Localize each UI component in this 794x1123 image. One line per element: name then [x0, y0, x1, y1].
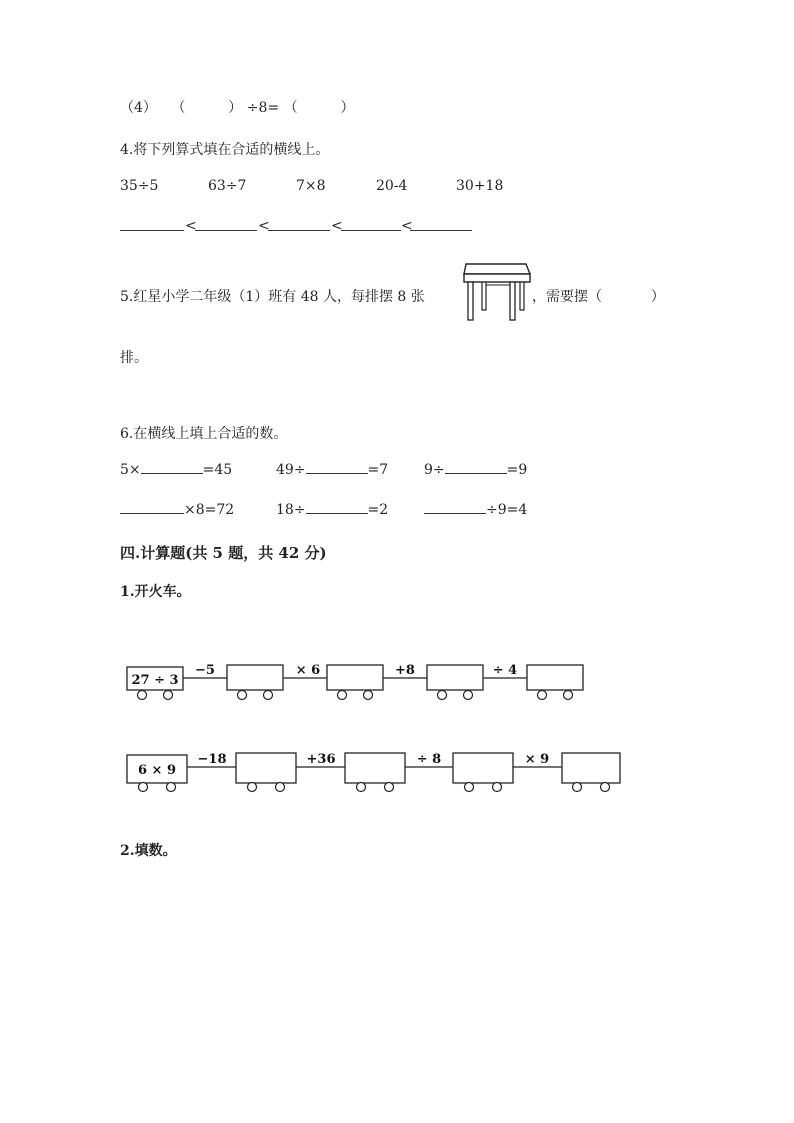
q6-title: 6.在横线上填上合适的数。 [120, 426, 288, 442]
train-op-4: ÷ 4 [492, 663, 518, 678]
answer-blank[interactable] [341, 230, 401, 231]
answer-blank[interactable] [195, 230, 257, 231]
wheel-icon [564, 691, 573, 700]
expr-suffix: =2 [367, 502, 389, 518]
expr-suffix: =7 [367, 462, 389, 478]
less-than-sign: < [258, 218, 270, 234]
wheel-icon [364, 691, 373, 700]
answer-blank[interactable] [268, 230, 330, 231]
train-start-expr: 27 ÷ 3 [131, 673, 179, 688]
train-car-blank[interactable] [527, 665, 583, 690]
q4-expr-4: 20-4 [376, 178, 408, 194]
wheel-icon [573, 783, 582, 792]
wheel-icon [164, 691, 173, 700]
expr-suffix: ÷9=4 [486, 502, 528, 518]
less-than-sign: < [331, 218, 343, 234]
wheel-icon [538, 691, 547, 700]
wheel-icon [438, 691, 447, 700]
paren-close: ） [340, 100, 355, 116]
q4-expr-2: 63÷7 [208, 178, 247, 194]
less-than-sign: < [185, 218, 197, 234]
expr-prefix: 49÷ [276, 462, 306, 478]
q5-line2: 排。 [120, 350, 148, 366]
q6-r1-item3 [424, 462, 527, 478]
answer-blank[interactable] [120, 230, 184, 231]
q6-r1-item2 [276, 462, 388, 478]
train-op-2: × 6 [295, 663, 321, 678]
q6-r2-item3 [424, 502, 527, 518]
q5-need-text: ，需要摆（ [532, 289, 602, 305]
train-car-blank[interactable] [562, 753, 620, 783]
train-car-blank[interactable] [327, 665, 383, 690]
c2-title: 2.填数。 [120, 843, 177, 859]
paren-open: （ [171, 100, 186, 116]
q4-expr-3: 7×8 [296, 178, 326, 194]
expr-prefix: 18÷ [276, 502, 306, 518]
q5-text [120, 286, 425, 306]
train-car-blank[interactable] [345, 753, 405, 783]
c1-title: 1.开火车。 [120, 584, 191, 600]
q5-text-after [532, 286, 665, 306]
train-car-blank[interactable] [236, 753, 296, 783]
wheel-icon [465, 783, 474, 792]
q3-item-4 [120, 97, 354, 117]
train-op-3: ÷ 8 [416, 752, 442, 767]
q6-r1-item1 [120, 462, 232, 478]
wheel-icon [338, 691, 347, 700]
wheel-icon [138, 691, 147, 700]
answer-blank[interactable] [424, 513, 486, 514]
less-than-sign: < [401, 218, 413, 234]
train-1 [120, 655, 590, 705]
train-op-3: +8 [395, 663, 415, 678]
wheel-icon [385, 783, 394, 792]
expr-prefix: 9÷ [424, 462, 445, 478]
answer-blank[interactable] [306, 473, 368, 474]
paren-close: ） [650, 289, 665, 305]
expr-suffix: =45 [202, 462, 233, 478]
item-number: （4） [120, 100, 157, 116]
answer-blank[interactable] [410, 230, 472, 231]
answer-blank[interactable] [141, 473, 203, 474]
q4-title: 4.将下列算式填在合适的横线上。 [120, 142, 330, 158]
expr-prefix: 5× [120, 462, 141, 478]
train-op-1: −5 [195, 663, 215, 678]
wheel-icon [357, 783, 366, 792]
train-car-blank[interactable] [427, 665, 483, 690]
train-car-blank[interactable] [453, 753, 513, 783]
desk-icon [460, 258, 532, 324]
answer-blank[interactable] [120, 513, 184, 514]
q4-expr-1: 35÷5 [120, 178, 159, 194]
wheel-icon [139, 783, 148, 792]
wheel-icon [264, 691, 273, 700]
wheel-icon [493, 783, 502, 792]
answer-blank[interactable] [445, 473, 507, 474]
operator-text: ÷8= [246, 100, 280, 116]
train-op-4: × 9 [524, 752, 550, 767]
train-2 [120, 745, 630, 797]
wheel-icon [238, 691, 247, 700]
q4-order-row [120, 218, 480, 238]
expr-suffix: =9 [506, 462, 528, 478]
q6-r2-item1 [120, 502, 234, 518]
wheel-icon [464, 691, 473, 700]
expr-suffix: ×8=72 [184, 502, 235, 518]
q6-r2-item2 [276, 502, 388, 518]
train-op-1: −18 [197, 752, 227, 767]
q5-text-before: 5.红星小学二年级（1）班有 48 人，每排摆 8 张 [120, 289, 425, 305]
paren-open: （ [283, 100, 298, 116]
wheel-icon [276, 783, 285, 792]
answer-blank[interactable] [306, 513, 368, 514]
wheel-icon [248, 783, 257, 792]
train-start-expr: 6 × 9 [137, 763, 177, 778]
train-op-2: +36 [306, 752, 336, 767]
paren-close: ） [228, 100, 243, 116]
train-car-blank[interactable] [227, 665, 283, 690]
q4-expr-5: 30+18 [456, 178, 504, 194]
wheel-icon [601, 783, 610, 792]
wheel-icon [167, 783, 176, 792]
section-title: 四.计算题(共 5 题，共 42 分) [120, 544, 327, 562]
